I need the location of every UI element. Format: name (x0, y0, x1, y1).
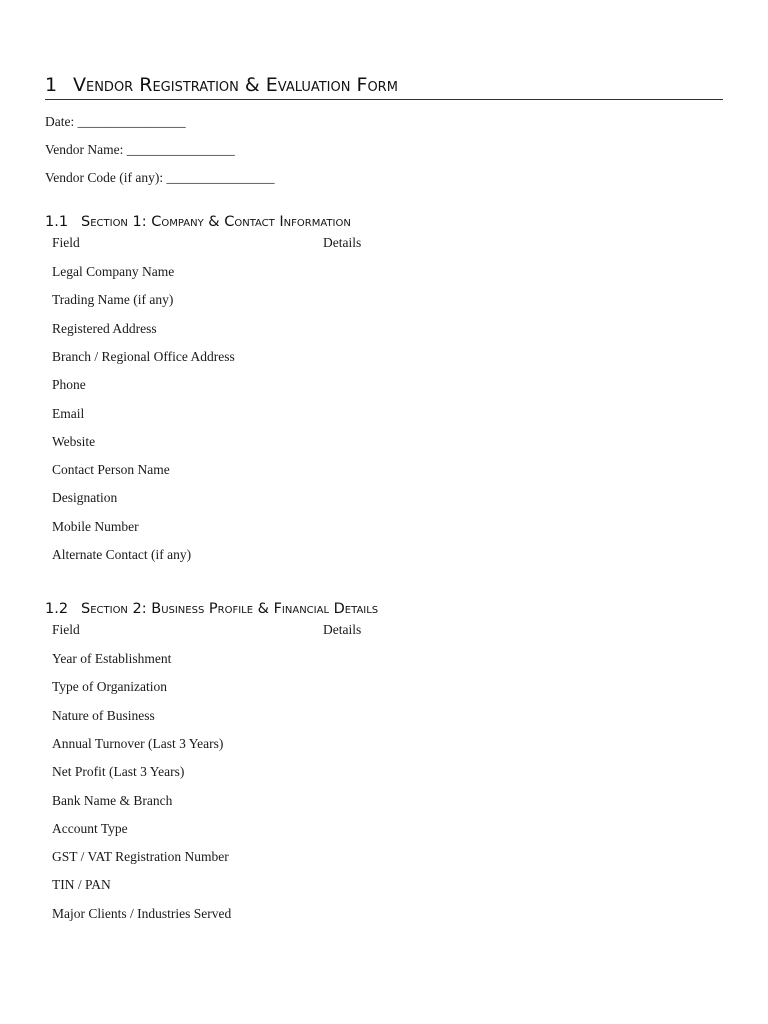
table-row-field-label: Registered Address (52, 320, 157, 336)
table-header-details: Details (323, 622, 362, 637)
table-row-details-cell[interactable] (323, 708, 703, 724)
table-row-details-cell[interactable] (323, 462, 703, 478)
heading-title: Vendor Registration & Evaluation Form (73, 74, 398, 96)
table-row-field-label: Type of Organization (52, 679, 168, 695)
table-row-field-label: Mobile Number (52, 518, 139, 534)
table-row-field-label: Major Clients / Industries Served (52, 905, 232, 921)
table-row-details-cell[interactable] (323, 877, 703, 893)
section-number: 1.2 (45, 601, 69, 617)
table-row-details-cell[interactable] (323, 736, 703, 752)
vendor-name-line (45, 142, 235, 158)
table-row-details-cell[interactable] (323, 679, 703, 695)
vendor-name-label: Vendor Name: (45, 142, 124, 157)
table-row-details-cell[interactable] (323, 321, 703, 337)
table-row-details-cell[interactable] (323, 377, 703, 393)
table-row-field-label: Email (52, 405, 85, 421)
table-row-field-label: Designation (52, 490, 118, 506)
table-row-details-cell[interactable] (323, 490, 703, 506)
table-row-details-cell[interactable] (323, 519, 703, 535)
table-row-field-label: Net Profit (Last 3 Years) (52, 764, 185, 780)
vendor-code-blank[interactable]: ________________ (166, 170, 275, 185)
table-row-field-label: Nature of Business (52, 707, 155, 723)
table-row-field-label: Annual Turnover (Last 3 Years) (52, 735, 224, 751)
table-row-field-label: Year of Establishment (52, 651, 172, 666)
table-row-details-cell[interactable] (323, 793, 703, 809)
table-row-field-label: Account Type (52, 820, 128, 836)
table-row-field-label: Legal Company Name (52, 264, 175, 279)
table-row-details-cell[interactable] (323, 764, 703, 780)
table-row-details-cell[interactable] (323, 292, 703, 308)
vendor-code-line (45, 170, 274, 186)
table-row-details-cell[interactable] (323, 349, 703, 365)
table-row-details-cell[interactable] (323, 406, 703, 422)
table-row-field-label: Alternate Contact (if any) (52, 547, 192, 562)
date-line (45, 114, 186, 130)
section-title: Section 1: Company & Contact Information (81, 214, 351, 230)
table-row-field-label: Branch / Regional Office Address (52, 348, 235, 364)
heading-number: 1 (45, 74, 58, 96)
form-title (45, 72, 723, 100)
section-1-heading (45, 213, 351, 231)
table-row-field-label: Contact Person Name (52, 462, 170, 478)
table-row-field-label: Bank Name & Branch (52, 792, 173, 808)
section-title: Section 2: Business Profile & Financial Details (81, 601, 379, 617)
table-row-details-cell[interactable] (323, 821, 703, 837)
table-row-details-cell[interactable] (323, 906, 703, 922)
vendor-code-label: Vendor Code (if any): (45, 170, 164, 185)
section-2-heading (45, 600, 378, 618)
table-header-details: Details (323, 235, 362, 250)
table-header-field: Field (52, 235, 80, 250)
date-blank[interactable]: ________________ (77, 114, 186, 129)
table-row-field-label: Website (52, 433, 96, 449)
table-row-details-cell[interactable] (323, 651, 703, 667)
date-label: Date: (45, 114, 75, 129)
table-row-field-label: TIN / PAN (52, 877, 111, 893)
table-row-details-cell[interactable] (323, 434, 703, 450)
table-row-field-label: GST / VAT Registration Number (52, 849, 229, 865)
section-number: 1.1 (45, 214, 69, 230)
table-row-field-label: Phone (52, 377, 86, 393)
vendor-name-blank[interactable]: ________________ (126, 142, 235, 157)
table-row-details-cell[interactable] (323, 264, 703, 280)
table-header-field: Field (52, 622, 80, 637)
table-row-field-label: Trading Name (if any) (52, 292, 174, 308)
table-row-details-cell[interactable] (323, 849, 703, 865)
table-row-details-cell[interactable] (323, 547, 703, 563)
